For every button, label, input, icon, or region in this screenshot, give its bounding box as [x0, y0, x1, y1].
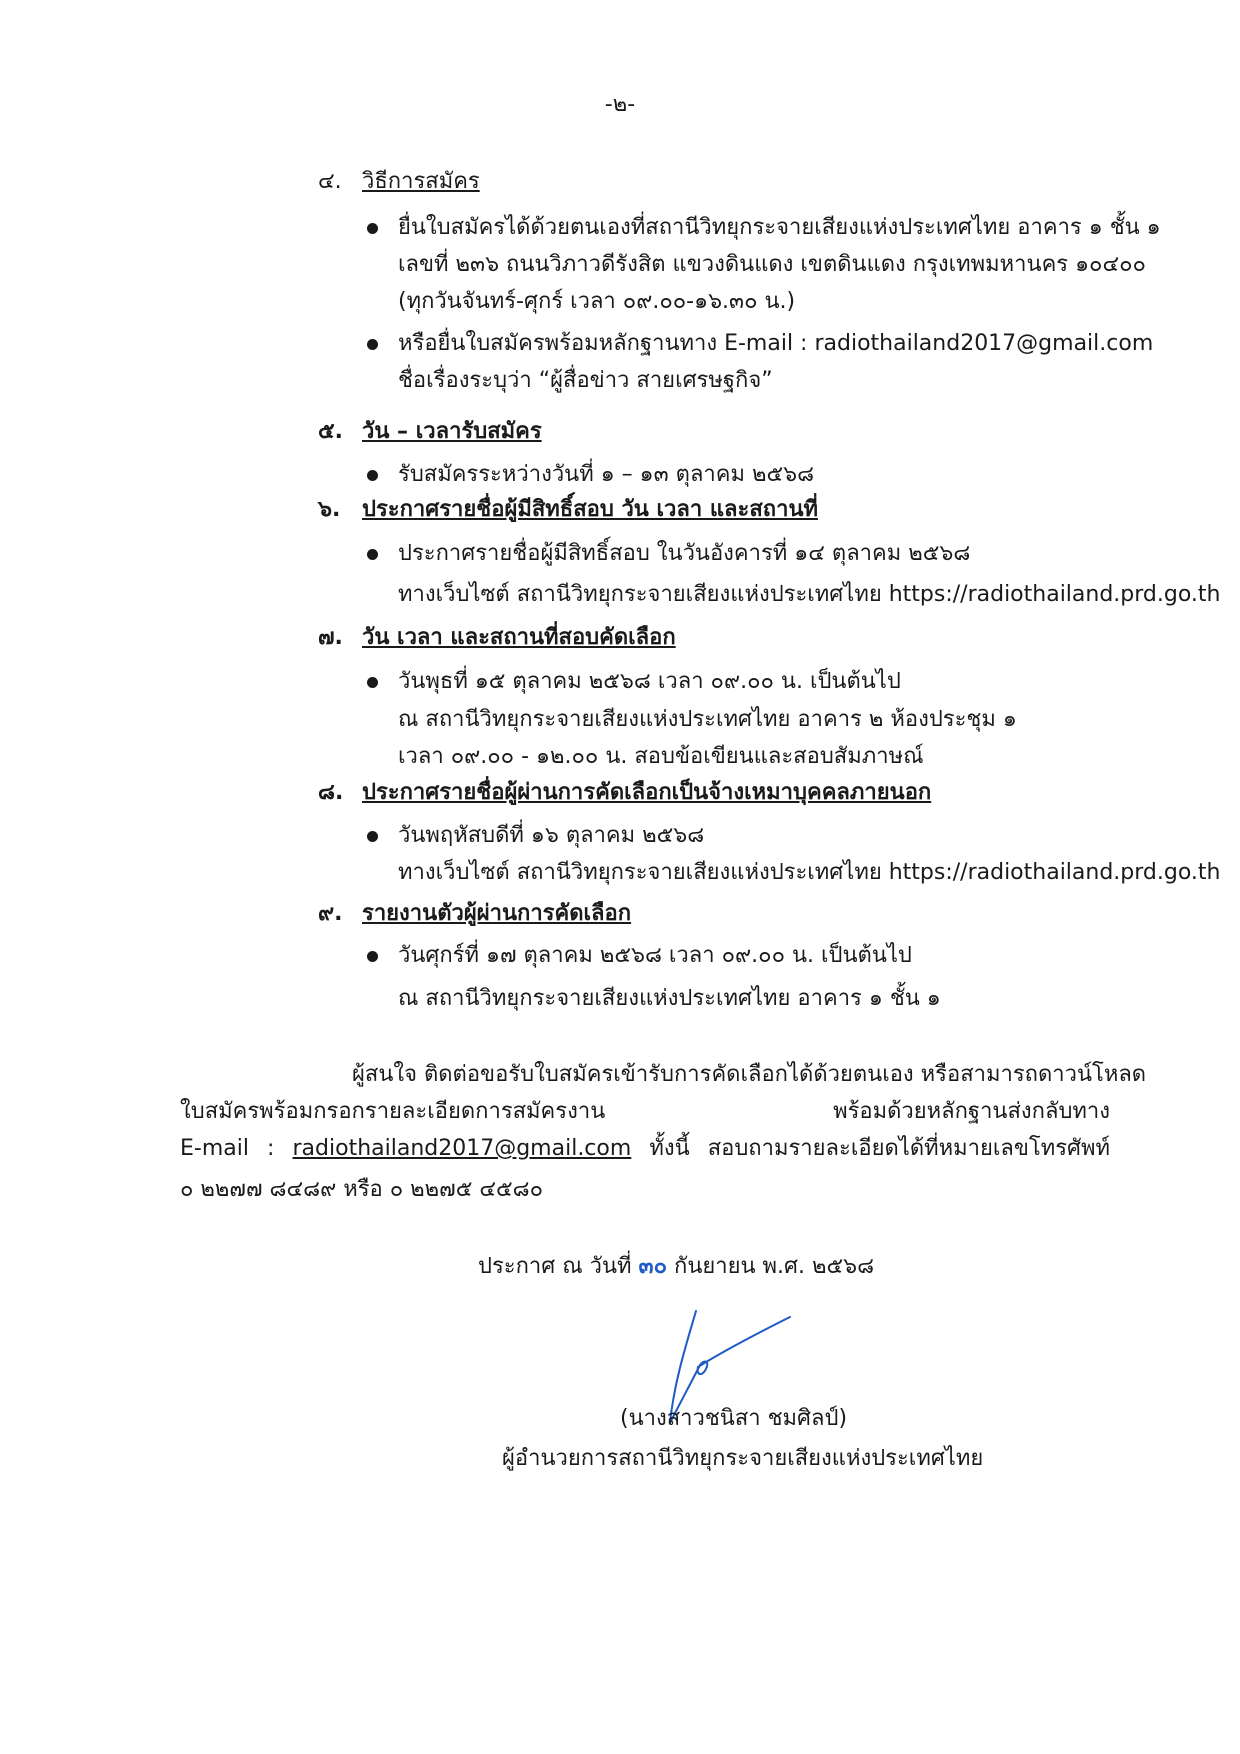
- bullet-icon: [367, 549, 378, 560]
- bullet-icon: [367, 339, 378, 350]
- list-item-line: วันศุกร์ที่ ๑๗ ตุลาคม ๒๕๖๘ เวลา ๐๙.๐๐ น. เป็นต้นไป: [398, 943, 912, 968]
- announce-prefix: ประกาศ ณ วันที่: [478, 1254, 632, 1279]
- section-title: ประกาศรายชื่อผู้ผ่านการคัดเลือกเป็นจ้างเหมาบุคคลภายนอก: [362, 780, 932, 805]
- section-4-heading: [318, 167, 480, 197]
- announce-suffix: กันยายน พ.ศ. ๒๕๖๘: [674, 1254, 875, 1279]
- list-item-line: ณ สถานีวิทยุกระจายเสียงแห่งประเทศไทย อาคาร ๑ ชั้น ๑: [398, 986, 941, 1011]
- section-title: วัน – เวลารับสมัคร: [362, 419, 542, 444]
- section-number: ๗.: [318, 625, 343, 650]
- signer-name: (นางสาวชนิสา ชมศิลป์): [620, 1406, 848, 1431]
- section-number: ๖.: [318, 497, 341, 522]
- paragraph-line: ใบสมัครพร้อมกรอกรายละเอียดการสมัครงาน พร้อมด้วยหลักฐานส่งกลับทาง: [180, 1099, 1110, 1124]
- announce-day: ๓๐: [638, 1254, 667, 1279]
- list-item-line: วันพฤหัสบดีที่ ๑๖ ตุลาคม ๒๕๖๘: [398, 823, 705, 848]
- section-8-heading: [318, 778, 931, 808]
- list-item-line: ประกาศรายชื่อผู้มีสิทธิ์สอบ ในวันอังคารที่ ๑๔ ตุลาคม ๒๕๖๘: [398, 541, 971, 566]
- announce-date: [478, 1252, 874, 1282]
- section-9-heading: [318, 899, 631, 929]
- list-item-line: รับสมัครระหว่างวันที่ ๑ – ๑๓ ตุลาคม ๒๕๖๘: [398, 462, 815, 487]
- section-7-heading: [318, 623, 676, 653]
- bullet-icon: [367, 223, 378, 234]
- section-title: รายงานตัวผู้ผ่านการคัดเลือก: [362, 901, 632, 926]
- signer-position: ผู้อำนวยการสถานีวิทยุกระจายเสียงแห่งประเทศไทย: [502, 1446, 984, 1471]
- list-item-line: ณ สถานีวิทยุกระจายเสียงแห่งประเทศไทย อาคาร ๒ ห้องประชุม ๑: [398, 707, 1017, 732]
- section-6-heading: [318, 495, 818, 525]
- bullet-icon: [367, 470, 378, 481]
- phone-intro: ทั้งนี้ สอบถามรายละเอียดได้ที่หมายเลขโทรศัพท์: [631, 1136, 1110, 1161]
- list-item-line: เวลา ๐๙.๐๐ - ๑๒.๐๐ น. สอบข้อเขียนและสอบสัมภาษณ์: [398, 744, 924, 769]
- bullet-icon: [367, 831, 378, 842]
- section-number: ๙.: [318, 901, 343, 926]
- list-item-line: ทางเว็บไซต์ สถานีวิทยุกระจายเสียงแห่งประเทศไทย https://radiothailand.prd.go.th: [398, 582, 1221, 607]
- email-label: E-mail :: [180, 1136, 293, 1161]
- bullet-icon: [367, 677, 378, 688]
- email-link[interactable]: radiothailand2017@gmail.com: [292, 1136, 632, 1161]
- paragraph-line: [180, 1134, 1110, 1164]
- phone-numbers: ๐ ๒๒๗๗ ๘๔๘๙ หรือ ๐ ๒๒๗๕ ๔๕๘๐: [180, 1177, 544, 1202]
- section-title: วิธีการสมัคร: [362, 169, 480, 194]
- bullet-icon: [367, 951, 378, 962]
- list-item-line: ยื่นใบสมัครได้ด้วยตนเองที่สถานีวิทยุกระจายเสียงแห่งประเทศไทย อาคาร ๑ ชั้น ๑: [398, 215, 1161, 240]
- list-item-line: วันพุธที่ ๑๕ ตุลาคม ๒๕๖๘ เวลา ๐๙.๐๐ น. เป็นต้นไป: [398, 669, 901, 694]
- section-title: ประกาศรายชื่อผู้มีสิทธิ์สอบ วัน เวลา และสถานที่: [362, 497, 818, 522]
- page-number: -๒-: [604, 92, 636, 117]
- section-5-heading: [318, 417, 542, 447]
- section-number: ๔.: [318, 169, 342, 194]
- section-number: ๕.: [318, 419, 344, 444]
- list-item-line: เลขที่ ๒๓๖ ถนนวิภาวดีรังสิต แขวงดินแดง เขตดินแดง กรุงเทพมหานคร ๑๐๔๐๐: [398, 252, 1146, 277]
- list-item-line: ทางเว็บไซต์ สถานีวิทยุกระจายเสียงแห่งประเทศไทย https://radiothailand.prd.go.th: [398, 860, 1221, 885]
- list-item-line: ชื่อเรื่องระบุว่า “ผู้สื่อข่าว สายเศรษฐกิจ”: [398, 368, 773, 393]
- list-item-line: หรือยื่นใบสมัครพร้อมหลักฐานทาง E-mail : radiothailand2017@gmail.com: [398, 331, 1154, 356]
- list-item-line: (ทุกวันจันทร์-ศุกร์ เวลา ๐๙.๐๐-๑๖.๓๐ น.): [398, 289, 796, 314]
- section-number: ๘.: [318, 780, 344, 805]
- paragraph-line: ผู้สนใจ ติดต่อขอรับใบสมัครเข้ารับการคัดเลือกได้ด้วยตนเอง หรือสามารถดาวน์โหลด: [352, 1062, 1147, 1087]
- section-title: วัน เวลา และสถานที่สอบคัดเลือก: [362, 625, 676, 650]
